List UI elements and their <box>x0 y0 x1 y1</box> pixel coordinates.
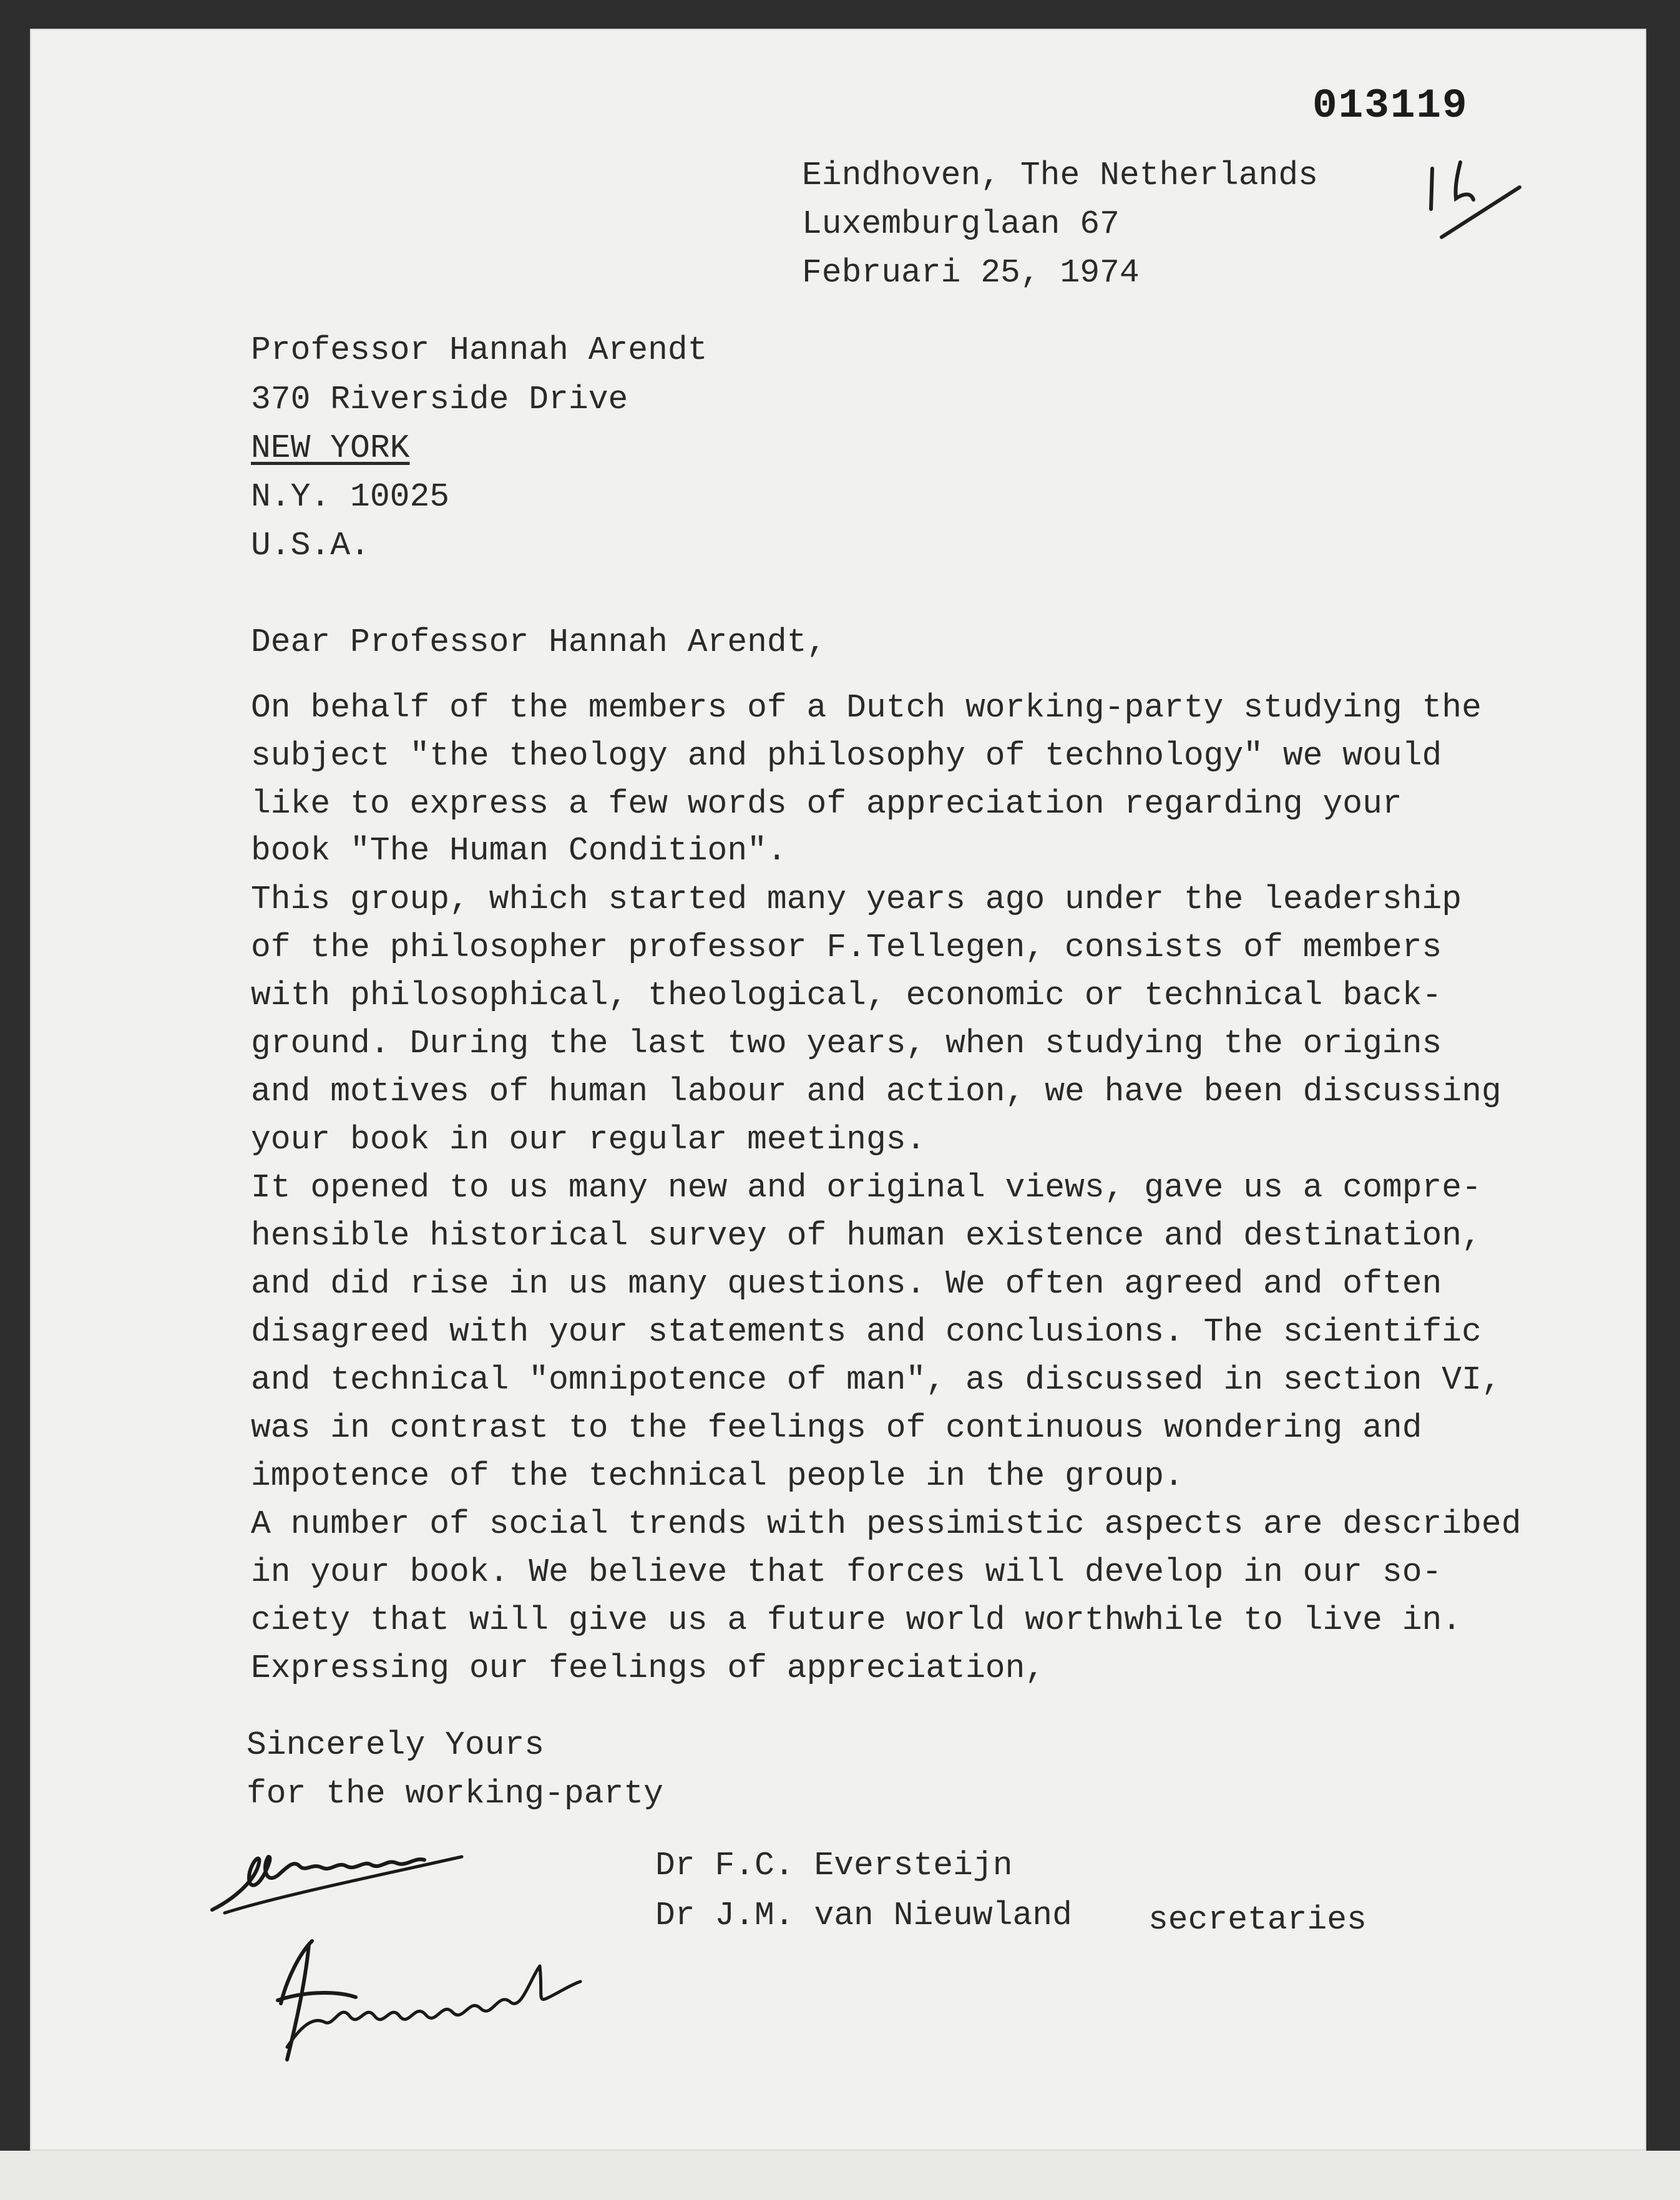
signatory-name: Dr F.C. Eversteijn <box>655 1847 1013 1884</box>
body-line: book "The Human Condition". <box>251 832 787 869</box>
handwritten-note <box>1414 150 1526 250</box>
body-line: in your book. We believe that forces will develop in our so- <box>251 1553 1442 1591</box>
body-line: Expressing our feelings of appreciation, <box>251 1650 1045 1687</box>
body-line: hensible historical survey of human existence and destination, <box>251 1217 1482 1254</box>
body-line: was in contrast to the feelings of continuous wondering and <box>251 1409 1422 1447</box>
closing-line: for the working-party <box>247 1775 663 1812</box>
signature-eversteijn <box>200 1829 487 1929</box>
signatories-role: secretaries <box>1148 1901 1367 1938</box>
sender-street: Luxemburglaan 67 <box>802 205 1120 243</box>
signature-nieuwland <box>243 1929 618 2072</box>
body-line: like to express a few words of appreciation regarding your <box>251 785 1402 823</box>
body-line: and technical "omnipotence of man", as discussed in section VI, <box>251 1361 1502 1399</box>
body-line: ciety that will give us a future world worthwhile to live in. <box>251 1601 1462 1639</box>
body-line: This group, which started many years ago under the leadership <box>251 881 1462 918</box>
body-line: your book in our regular meetings. <box>251 1121 926 1158</box>
body-line: subject "the theology and philosophy of technology" we would <box>251 737 1442 775</box>
body-line: disagreed with your statements and conclusions. The scientific <box>251 1313 1482 1351</box>
salutation: Dear Professor Hannah Arendt, <box>251 623 827 661</box>
recipient-country: U.S.A. <box>251 527 370 564</box>
body-line: and did rise in us many questions. We often agreed and often <box>251 1265 1442 1303</box>
document-number: 013119 <box>1312 82 1468 129</box>
scan-bottom-strip <box>0 2151 1680 2200</box>
letter-date: Februari 25, 1974 <box>802 254 1140 291</box>
recipient-city: NEW YORK <box>251 429 410 467</box>
recipient-name: Professor Hannah Arendt <box>251 331 708 369</box>
body-line: with philosophical, theological, economic or technical back- <box>251 977 1442 1014</box>
body-line: and motives of human labour and action, we have been discussing <box>251 1073 1502 1110</box>
body-line: ground. During the last two years, when studying the origins <box>251 1025 1442 1062</box>
sender-city: Eindhoven, The Netherlands <box>802 157 1318 194</box>
body-line: A number of social trends with pessimistic aspects are described <box>251 1505 1521 1543</box>
recipient-street: 370 Riverside Drive <box>251 381 628 418</box>
closing-line: Sincerely Yours <box>247 1726 545 1764</box>
body-line: impotence of the technical people in the group. <box>251 1457 1184 1495</box>
signatory-name: Dr J.M. van Nieuwland <box>655 1897 1072 1934</box>
body-line: It opened to us many new and original views, gave us a compre- <box>251 1169 1482 1206</box>
body-line: of the philosopher professor F.Tellegen, consists of members <box>251 929 1442 966</box>
body-line: On behalf of the members of a Dutch working-party studying the <box>251 689 1482 726</box>
recipient-postal: N.Y. 10025 <box>251 478 450 516</box>
